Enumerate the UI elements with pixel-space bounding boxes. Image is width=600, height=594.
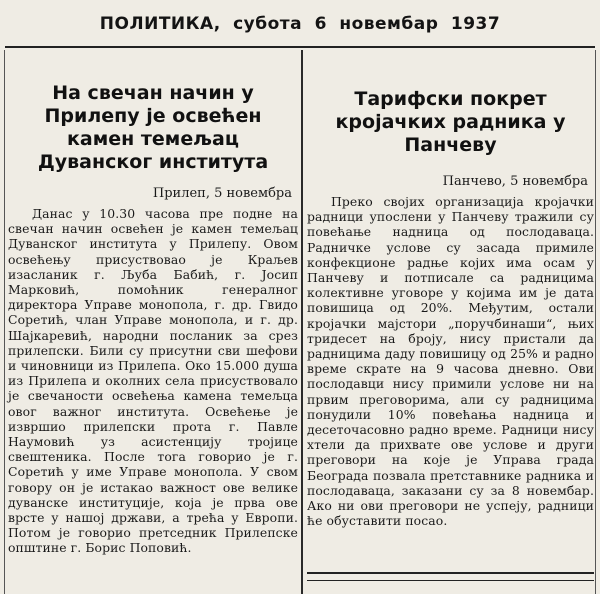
right-article-headline: Тарифски покрет кројачких радника у Панчеву [335,88,566,156]
left-article [8,52,298,556]
masthead-weekday: субота [233,14,303,34]
column-separator [301,50,303,594]
left-border [4,50,5,594]
article-end-rule [307,572,594,581]
right-article [307,52,594,528]
masthead-day: 6 [314,14,327,34]
right-border [595,50,596,594]
left-article-paragraph: Данас у 10.30 часова пре подне на свечан начин освећен је камен темељац Дуванског института у Прилепу. Овом освећењу присуствовао је Краљев изасланик г. Љуба Бабић, г. Јосип Марковић, помоћник генералног директора Управе монопола, г. др. Гвидо Соретић, члан Управе монопола, и г. др. Шајкаревић, народни посланик за срез прилепски. Били су присутни сви шефови и чиновници из Прилепа. Око 15.000 душа из Прилепа и околних села присуствовало је свечаности освећења камена темељца овог важног института. Освећење је извршио прилепски прота г. Павле Наумовић уз асистенцију тројице свештеника. После тога говорио је г. Соретић у име Управе монопола. У свом говору он је истакао важност ове велике дуванске институције, која је прва ове врсте у нашој држави, а трећа у Европи. Потом је говорио претседник Прилепске општине г. Борис Поповић. [8,206,298,556]
masthead-paper: ПОЛИТИКА, [99,14,221,34]
masthead-year: 1937 [450,14,501,34]
left-article-body [8,206,298,556]
left-article-headline: На свечан начин у Прилепу је освећен камен темељац Дуванског института [37,82,269,173]
right-article-paragraph: Преко својих организација кројачки радници упослени у Панчеву тражили су повећање надница од послодаваца. Радничке услове су засада примиле конфекционе радње којих има осам у Панчеву и потписале са радницима колективне уговоре у којима им је дата повишица од 20%. Међутим, остали кројачки мајстори „поручбинаши“, њих тридесет на броју, нису пристали да радницима даду повишицу од 25% и радно време скрате на 9 часова дневно. Ови послодавци нису примили услове ни на првим преговорима, али су радницима понудили 10% повећања надница и десеточасовно радно време. Радници нису хтели да прихвате ове услове и други преговори на које је Управа града Београда позвала претставнике радника и послодаваца, заказани су за 8 новембар. Ако ни ови преговори не успеју, радници ће обуставити посао. [307,194,594,529]
right-article-dateline: Панчево, 5 новембра [442,174,588,189]
right-article-body [307,194,594,528]
masthead-rule [5,46,595,48]
masthead-month: новембар [339,14,439,34]
left-article-dateline: Прилеп, 5 новембра [152,186,292,201]
masthead [0,14,600,34]
